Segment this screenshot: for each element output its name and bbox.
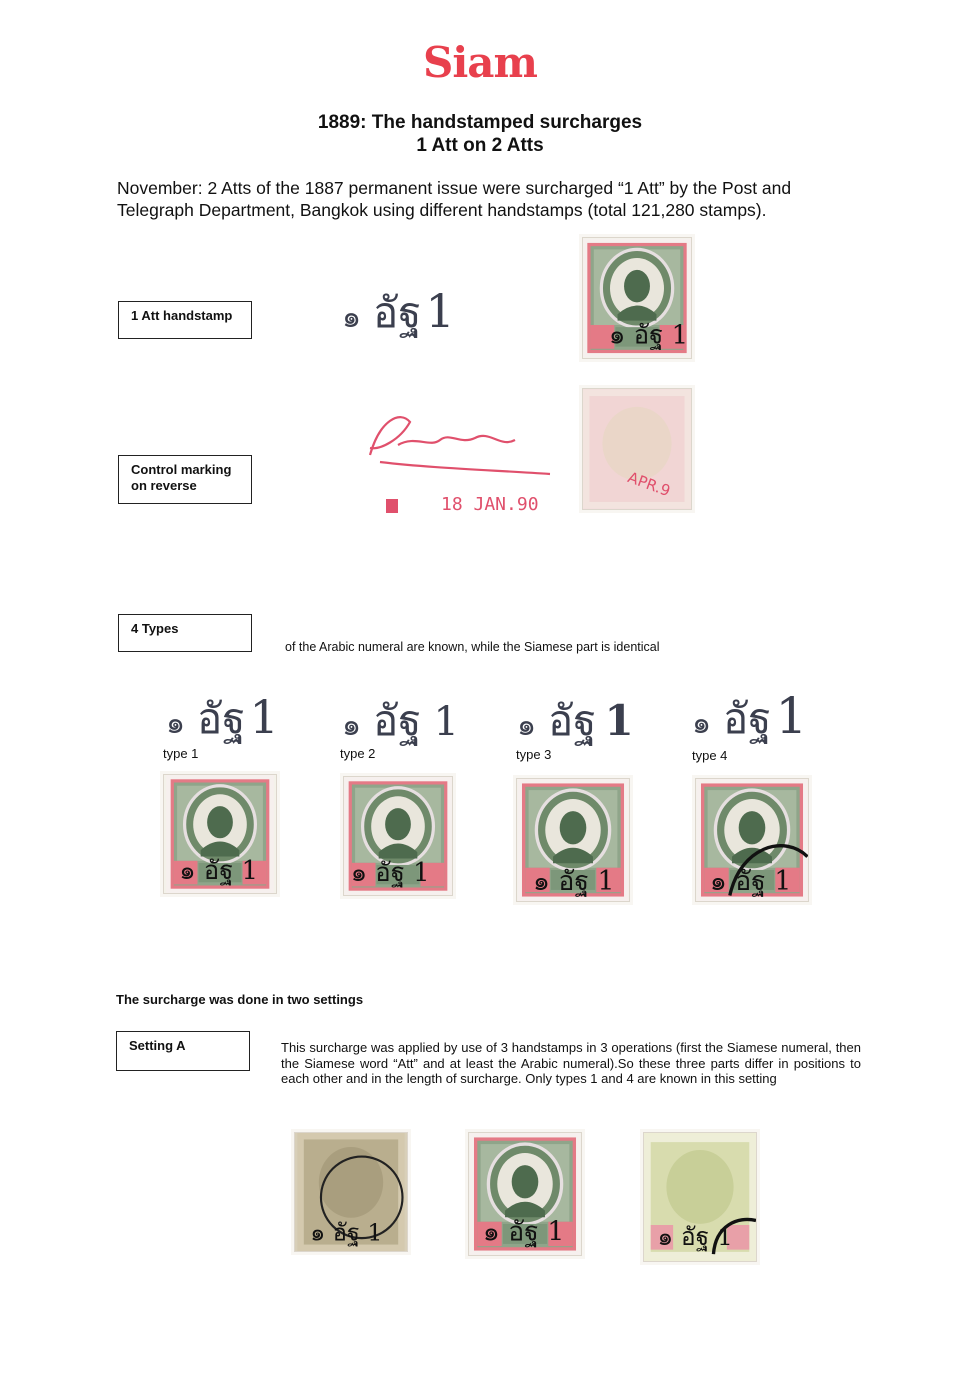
control-box: [118, 455, 252, 504]
type-1-stamp: [163, 774, 277, 894]
setting-a-stamp-3: [643, 1132, 757, 1262]
svg-text:๑ อัฐ 1: ๑ อัฐ 1: [533, 865, 615, 897]
control-box-line-1: Control marking: [131, 462, 232, 477]
intro-paragraph: November: 2 Atts of the 1887 permanent issue were surcharged “1 Att” by the Post and Telegraph Department, Bangkok using different handstamps (total 121,280 stamps).: [117, 178, 792, 220]
types-note: of the Arabic numeral are known, while the Siamese part is identical: [285, 640, 660, 654]
control-date: 18 JAN.90: [441, 494, 539, 515]
svg-text:๑ อัฐ 1: ๑ อัฐ 1: [310, 1218, 383, 1247]
setting-a-box-label: Setting A: [129, 1038, 186, 1053]
type-4-stamp: [695, 778, 809, 902]
handstamp-surcharge: [342, 280, 455, 346]
type-2-stamp: [343, 776, 453, 896]
surcharge-overprint: ๑ อัฐ 1: [608, 320, 689, 351]
control-box-line-2: on reverse: [131, 478, 197, 493]
type-3-label: type 3: [516, 747, 552, 762]
type-1-label: type 1: [163, 746, 199, 761]
type-3-surcharge: ๑ อัฐ 1: [517, 696, 634, 745]
siamese-word: อัฐ: [373, 288, 422, 337]
types-box-label: 4 Types: [131, 621, 179, 636]
handstamp-box: [118, 301, 252, 339]
type-2-surcharge: ๑ อัฐ 1: [342, 696, 459, 745]
svg-text:๑ อัฐ 1: ๑ อัฐ 1: [482, 1216, 565, 1248]
setting-a-stamp-2: [468, 1132, 582, 1256]
heading-line-1: 1889: The handstamped surcharges: [317, 112, 643, 133]
svg-text:๑ อัฐ 1: ๑ อัฐ 1: [657, 1222, 733, 1252]
type-4-surcharge: ๑ อัฐ1: [692, 687, 808, 745]
siamese-numeral: ๑: [342, 300, 362, 335]
type-2-label: type 2: [340, 746, 376, 761]
type-4-label: type 4: [692, 748, 728, 763]
arabic-numeral: 1: [425, 284, 455, 338]
heading-line-2: 1 Att on 2 Atts: [416, 135, 544, 156]
setting-a-box: [116, 1031, 250, 1071]
page-title: Siam: [423, 38, 537, 87]
settings-note: The surcharge was done in two settings: [116, 992, 364, 1007]
svg-text:๑ อัฐ 1: ๑ อัฐ 1: [350, 858, 430, 889]
setting-a-text: This surcharge was applied by use of 3 handstamps in 3 operations (first the Siamese numeral, then the Siamese word “Att” and at least the Arabic numeral).So these three parts differ in positions to each other and in the length of surcharge. Only types 1 and 4 are known in this setting: [281, 1040, 861, 1086]
reverse-postmark: APR.9: [625, 468, 673, 501]
control-mark-icon: [386, 499, 398, 513]
types-box: [118, 614, 252, 652]
svg-text:๑ อัฐ 1: ๑ อัฐ 1: [709, 865, 792, 897]
type-3-stamp: [516, 778, 630, 902]
setting-a-stamp-1: [294, 1132, 408, 1252]
type-1-surcharge: ๑ อัฐ1: [166, 690, 279, 744]
svg-text:๑ อัฐ 1: ๑ อัฐ 1: [179, 856, 258, 887]
handstamp-box-label: 1 Att handstamp: [131, 308, 233, 323]
stamp-reverse-image: [582, 388, 692, 510]
stamp-image: [582, 237, 692, 359]
control-signature: [340, 400, 560, 480]
